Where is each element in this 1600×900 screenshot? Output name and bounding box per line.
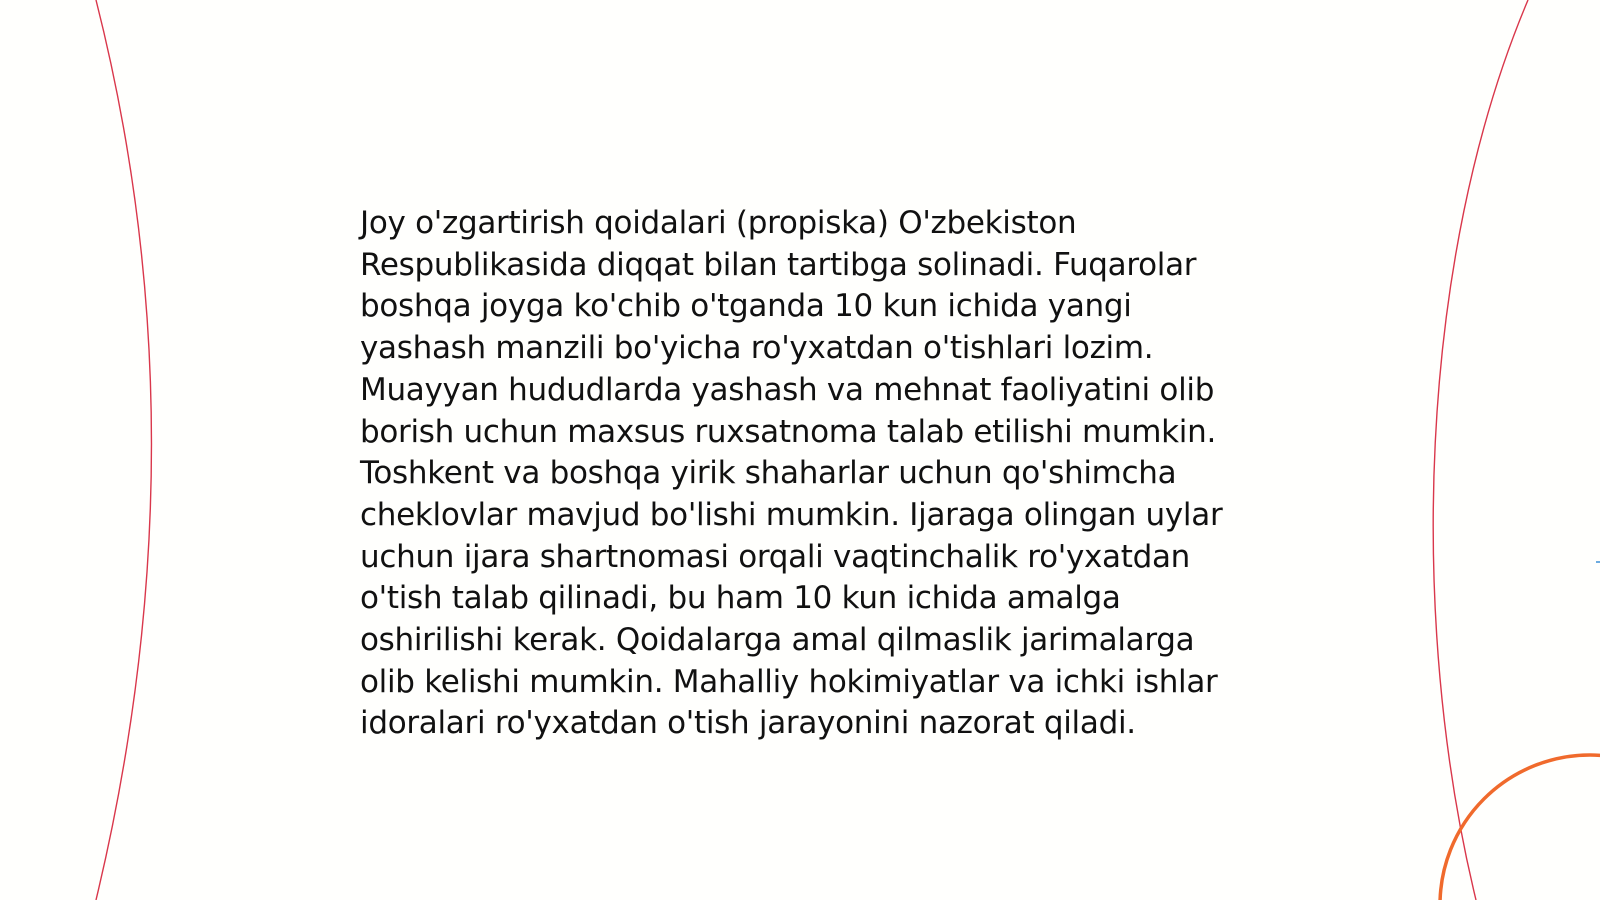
left-curve-line (96, 0, 152, 900)
accent-arc (1440, 755, 1600, 900)
body-paragraph: Joy o'zgartirish qoidalari (propiska) O'zbekiston Respublikasida diqqat bilan tartibga solinadi. Fuqarolar boshqa joyga ko'chib o'tganda 10 kun ichida yangi yashash manzili bo'yicha ro'yxatdan o'tishlari lozim. Muayyan hududlarda yashash va mehnat faoliyatini olib borish uchun maxsus ruxsatnoma talab etilishi mumkin. Toshkent va boshqa yirik shaharlar uchun qo'shimcha cheklovlar mavjud bo'lishi mumkin. Ijaraga olingan uylar uchun ijara shartnomasi orqali vaqtinchalik ro'yxatdan o'tish talab qilinadi, bu ham 10 kun ichida amalga oshirilishi kerak. Qoidalarga amal qilmaslik jarimalarga olib kelishi mumkin. Mahalliy hokimiyatlar va ichki ishlar idoralari ro'yxatdan o'tish jarayonini nazorat qiladi. (360, 205, 1223, 742)
right-curve-line (1433, 0, 1528, 900)
